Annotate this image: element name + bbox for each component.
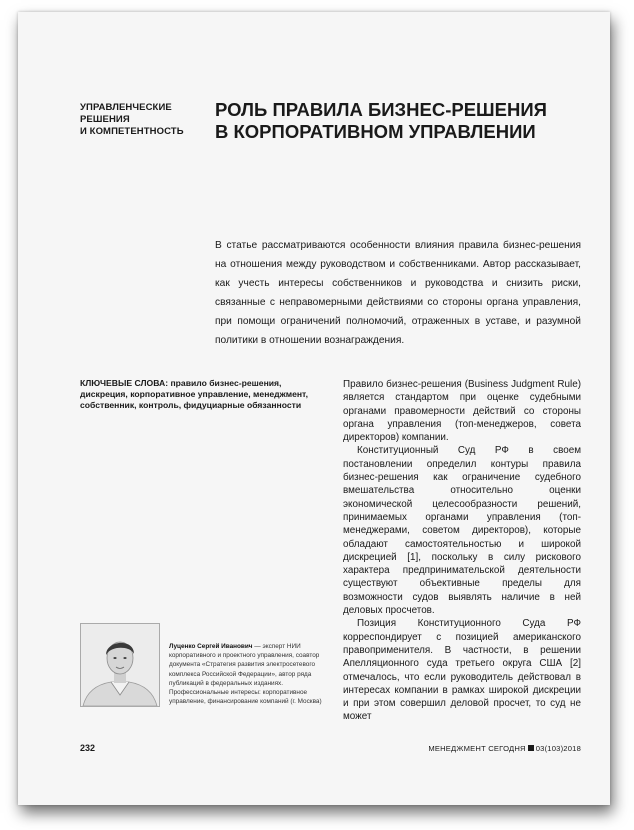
section-label xyxy=(80,102,184,138)
journal-footer xyxy=(428,744,581,753)
page-number: 232 xyxy=(80,743,96,753)
article-title xyxy=(215,99,547,143)
article-title-line: РОЛЬ ПРАВИЛА БИЗНЕС-РЕШЕНИЯ xyxy=(215,99,547,120)
article-title-line: В КОРПОРАТИВНОМ УПРАВЛЕНИИ xyxy=(215,121,536,142)
section-label-line: И КОМПЕТЕНТНОСТЬ xyxy=(80,126,184,137)
document-page xyxy=(18,12,610,805)
section-label-line: УПРАВЛЕНЧЕСКИЕ xyxy=(80,102,172,113)
author-photo xyxy=(80,623,160,707)
square-icon xyxy=(528,745,534,751)
article-body xyxy=(343,378,581,724)
keywords: КЛЮЧЕВЫЕ СЛОВА: правило бизнес-решения, дискреция, корпоративное управление, менеджмент, собственник, контроль, фидуциарные обязанности xyxy=(80,378,308,411)
body-paragraph: Позиция Конституционного Суда РФ корреспондирует с позицией американского правоприменителя. В частности, в решении Апелляционного суда третьего округа США [2] отмечалось, что если руководитель действовал в интересах компании в рамках широкой дискреции и при этом совершил деловой просчет, то суд не может xyxy=(343,618,581,723)
journal-issue: 03(103)2018 xyxy=(535,744,581,753)
article-abstract: В статье рассматриваются особенности влияния правила бизнес-решения на отношения между руководством и собственниками. Автор рассказывает, как учесть интересы собственников и руководства и снизить риски, связанные с неправомерными действиями со стороны органа управления, при помощи ограничений полномочий, отраженных в уставе, и разумной политики в отношении вознаграждения. xyxy=(215,240,581,346)
body-paragraph: Правило бизнес-решения (Business Judgment Rule) является стандартом при оценке судебными органами правомерности действий со стороны органа управления (топ-менеджеров, совета директоров) компании. xyxy=(343,379,581,444)
author-name: Луценко Сергей Иванович xyxy=(169,643,253,650)
body-paragraph: Конституционный Суд РФ в своем постановлении определил контуры правила бизнес-решения как ограничение судебного вмешательства относительно оценки экономической целесообразности решений, принимаемых органами управления (топ-менеджерами, советом директоров), которые обладают самостоятельностью и широкой дискрецией [1], поскольку в силу рискового характера предпринимательской деятельности существуют объективные пределы для возможности судов выявлять наличие в ней деловых просчетов. xyxy=(343,445,581,617)
author-bio-text: — эксперт НИИ корпоративного и проектного управления, соавтор документа «Стратегия развития электросетевого комплекса Российской Федерации», автор ряда публикаций в федеральных изданиях. Профессиональные интересы: корпоративное управление, финансирование компаний (г. Москва) xyxy=(169,643,322,706)
section-label-line: РЕШЕНИЯ xyxy=(80,114,130,125)
author-portrait-icon xyxy=(81,624,159,706)
author-bio xyxy=(169,642,326,706)
journal-name: МЕНЕДЖМЕНТ СЕГОДНЯ xyxy=(428,744,526,753)
